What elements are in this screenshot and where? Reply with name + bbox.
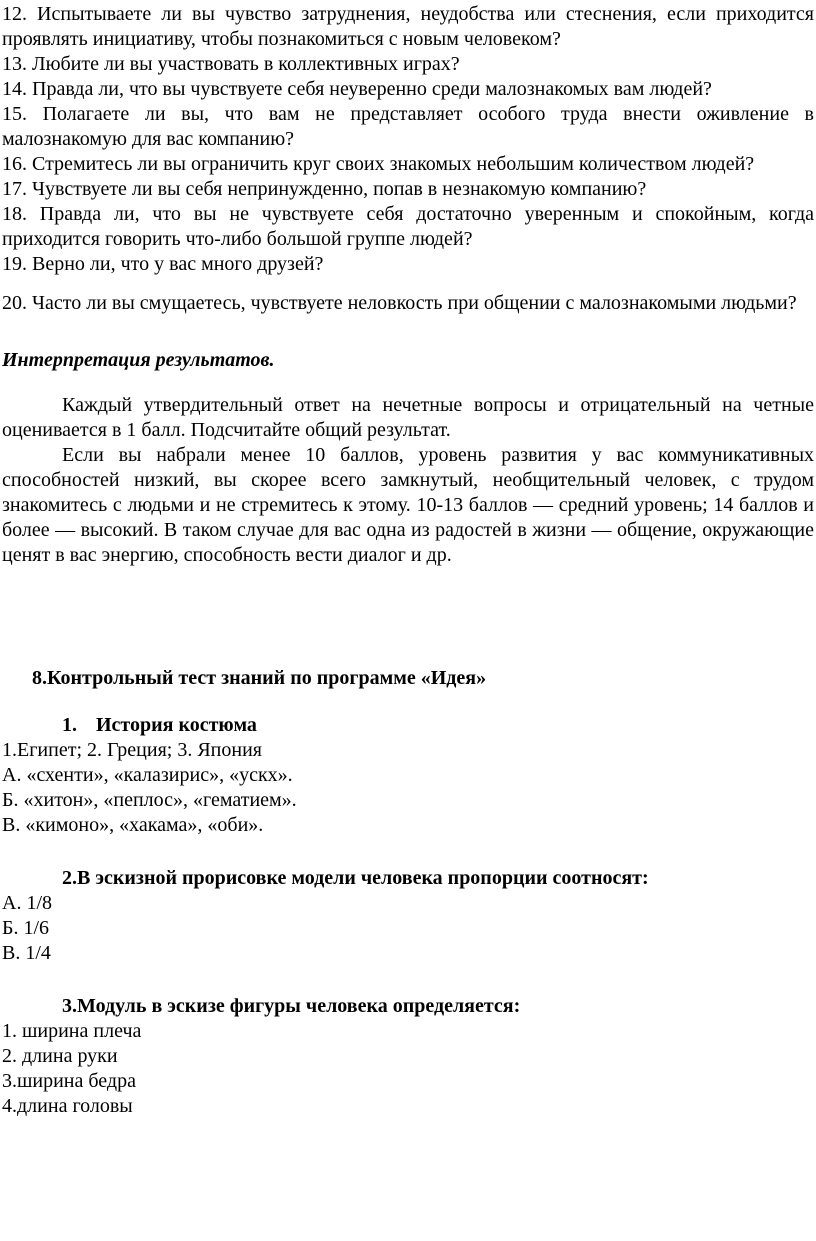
question-19: 19. Верно ли, что у вас много друзей?: [2, 253, 324, 275]
interpretation-paragraph-1: Каждый утвердительный ответ на нечетные вопросы и отрицательный на четные оценивается в 1 балл. Подсчитайте общий результат.: [2, 394, 814, 441]
section-1-title-text: История костюма: [96, 714, 257, 736]
section-2-option: В. 1/4: [2, 942, 51, 964]
question-20: 20. Часто ли вы смущаетесь, чувствуете неловкость при общении с малознакомыми людьми?: [2, 292, 797, 314]
interpretation-paragraph-2: Если вы набрали менее 10 баллов, уровень развития у вас коммуникативных способностей низкий, вы скорее всего замкнутый, необщительный человек, с трудом знакомитесь с людьми и не стремитесь к этому. 10-13 баллов — средний уровень; 14 баллов и более — высокий. В таком случае для вас одна из радостей в жизни — общение, окружающие ценят в вас энергию, способность вести диалог и др.: [2, 444, 814, 566]
interpretation-heading: Интерпретация результатов.: [2, 349, 275, 371]
section-2-option: А. 1/8: [2, 892, 52, 914]
question-17: 17. Чувствуете ли вы себя непринужденно, попав в незнакомую компанию?: [2, 178, 647, 200]
section-3-option: 3.ширина бедра: [2, 1070, 136, 1092]
questions-list: [2, 2, 814, 277]
question-16: 16. Стремитесь ли вы ограничить круг своих знакомых небольшим количеством людей?: [2, 153, 755, 175]
section-3-option: 2. длина руки: [2, 1045, 118, 1067]
section-2-option: Б. 1/6: [2, 917, 50, 939]
section-1-number: 1.: [62, 714, 77, 736]
section-1-line: А. «схенти», «калазирис», «ускх».: [2, 764, 293, 786]
section-3-title: 3.Модуль в эскизе фигуры человека определяется:: [62, 995, 521, 1017]
question-15: 15. Полагаете ли вы, что вам не представляет особого труда внести оживление в малознакомую для вас компанию?: [2, 103, 814, 150]
section-2-title: 2.В эскизной прорисовке модели человека пропорции соотносят:: [62, 867, 649, 889]
test-title: 8.Контрольный тест знаний по программе «Идея»: [32, 667, 487, 689]
question-13: 13. Любите ли вы участвовать в коллективных играх?: [2, 53, 460, 75]
section-1-line: Б. «хитон», «пеплос», «гематием».: [2, 789, 297, 811]
question-12: 12. Испытываете ли вы чувство затруднения, неудобства или стеснения, если приходится проявлять инициативу, чтобы познакомиться с новым человеком?: [2, 3, 814, 50]
question-14: 14. Правда ли, что вы чувствуете себя неуверенно среди малознакомых вам людей?: [2, 78, 712, 100]
section-3-option: 4.длина головы: [2, 1095, 133, 1117]
section-1-line: В. «кимоно», «хакама», «оби».: [2, 814, 264, 836]
section-1-line: 1.Египет; 2. Греция; 3. Япония: [2, 739, 262, 761]
section-1-title: [2, 713, 814, 738]
question-18: 18. Правда ли, что вы не чувствуете себя достаточно уверенным и спокойным, когда приходится говорить что-либо большой группе людей?: [2, 203, 814, 250]
section-3-option: 1. ширина плеча: [2, 1020, 142, 1042]
